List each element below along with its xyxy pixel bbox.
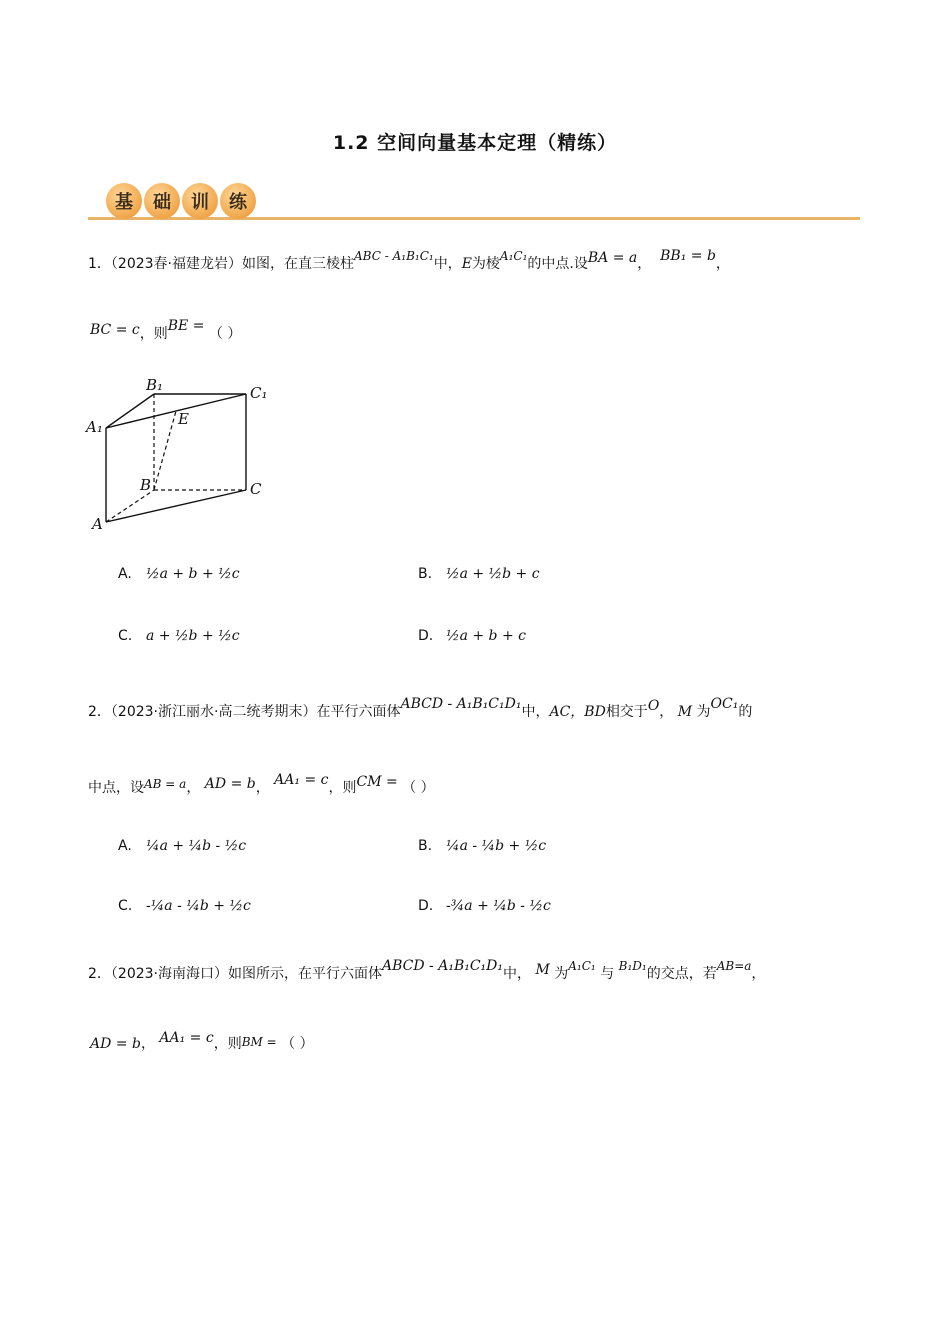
q2-line2: 中点，设AB = a， AD = b， AA₁ = c，则CM = （ ） (88, 772, 435, 796)
option-expr: ¼a + ¼b - ½c (146, 838, 247, 854)
q1-point-e: E (461, 256, 472, 272)
edge-a1b1 (106, 394, 154, 428)
option-label: A. (118, 838, 132, 854)
q2-point-o: O (647, 698, 660, 714)
option-label: A. (118, 566, 132, 582)
q2-vector-ab: AB = a (144, 777, 187, 791)
q1-vector-be: BE = (167, 318, 205, 334)
q1-option-d[interactable] (418, 628, 526, 644)
q2-text: 中， (521, 704, 550, 720)
q1-option-c[interactable] (118, 628, 240, 644)
option-label: D. (418, 628, 434, 644)
option-label: B. (418, 838, 433, 854)
q3-text: 的交点，若 (646, 966, 717, 982)
page-title: 1.2 空间向量基本定理（精练） (332, 132, 618, 154)
option-expr: ½a + ½b + c (446, 566, 540, 582)
q2-vector-cm: CM = (356, 774, 398, 790)
label-b1: B₁ (146, 376, 164, 394)
q3-point-m: M (535, 962, 550, 978)
q1-prism: ABC - A₁B₁C₁ (354, 249, 434, 263)
q2-option-c[interactable] (118, 898, 251, 914)
q3-line2: AD = b， AA₁ = c，则BM = （ ） (90, 1030, 314, 1052)
q2-text: 为 (696, 704, 711, 720)
banner-char-2: 础 (144, 183, 180, 219)
q2-text: ，则 (328, 780, 357, 796)
section-banner (88, 180, 860, 222)
q2-point-m: M (677, 704, 693, 720)
q3-source: （2023·海南海口）如图所示，在平行六面体 (110, 966, 382, 982)
q2-option-b[interactable] (418, 838, 546, 854)
label-a: A (92, 515, 103, 533)
q3-vector-aa1: AA₁ = c (159, 1030, 214, 1046)
banner-char-1: 基 (106, 183, 142, 219)
label-c1: C₁ (250, 384, 268, 402)
q1-option-b[interactable] (418, 566, 540, 582)
q2-segment-oc1: OC₁ (710, 696, 739, 712)
q2-vector-aa1: AA₁ = c (274, 772, 329, 788)
edge-a1c1 (106, 394, 246, 428)
q1-text: ，则 (139, 326, 168, 342)
q1-source: （2023春·福建龙岩）如图，在直三棱柱 (110, 256, 355, 272)
q3-text: 为 (554, 966, 569, 982)
q1-edge: A₁C₁ (499, 249, 528, 263)
q1-option-a[interactable] (118, 566, 240, 582)
q1-line1 (88, 248, 730, 274)
q1-text: 的中点.设 (527, 256, 588, 272)
option-expr: -¼a - ¼b + ½c (146, 898, 251, 914)
q3-vector-ab: AB=a (716, 959, 752, 973)
q1-line2 (90, 318, 242, 344)
q2-number: 2． (88, 704, 111, 720)
q3-answer-paren: （ ） (281, 1036, 314, 1052)
q1-vector-bc: BC = c (90, 322, 140, 338)
q2-source: （2023·浙江丽水·高二统考期末）在平行六面体 (110, 704, 401, 720)
q2-option-a[interactable] (118, 838, 246, 854)
q3-number: 2． (88, 966, 111, 982)
segment-be-hidden (154, 411, 176, 490)
option-label: C. (118, 628, 133, 644)
q1-comma: ， (715, 256, 730, 272)
q1-comma: ， (637, 256, 652, 272)
q3-solid: ABCD - A₁B₁C₁D₁ (382, 958, 504, 974)
label-c: C (250, 480, 262, 498)
option-label: B. (418, 566, 433, 582)
q2-text: 相交于 (605, 704, 648, 720)
edge-ac (106, 490, 246, 522)
label-a1: A₁ (86, 418, 103, 436)
q3-line1 (88, 958, 766, 984)
option-expr: ½a + b + ½c (146, 566, 240, 582)
q2-option-d[interactable] (418, 898, 551, 914)
option-expr: -¾a + ¼b - ½c (446, 898, 551, 914)
option-expr: ¼a - ¼b + ½c (446, 838, 547, 854)
prism-figure (84, 372, 284, 537)
label-e: E (178, 410, 189, 428)
q2-line1: 2．（2023·浙江丽水·高二统考期末）在平行六面体ABCD - A₁B₁C₁D₁中，AC，BD相交于O， M 为OC₁的 (88, 696, 753, 720)
q3-segment-a1c1: A₁C₁ (568, 959, 596, 973)
q1-vector-ba: BA = a (587, 250, 638, 266)
label-b: B (140, 476, 152, 494)
q3-text: 中， (503, 966, 532, 982)
q1-answer-paren: （ ） (208, 326, 242, 342)
q1-text: 中， (433, 256, 462, 272)
q1-text: 为棱 (471, 256, 500, 272)
q3-vector-ad: AD = b (90, 1036, 141, 1052)
banner-char-4: 练 (220, 183, 256, 219)
q2-answer-paren: （ ） (402, 780, 435, 796)
banner-char-3: 训 (182, 183, 218, 219)
q3-segment-b1d1: B₁D₁ (618, 959, 647, 973)
q2-solid: ABCD - A₁B₁C₁D₁ (400, 696, 522, 712)
q3-text: 与 (600, 966, 615, 982)
q2-text: 的 (738, 704, 753, 720)
q2-vector-ad: AD = b (204, 776, 256, 792)
q2-text: 中点，设 (88, 780, 144, 796)
q3-vector-bm: BM = (241, 1035, 277, 1049)
q1-vector-bb1: BB₁ = b (660, 248, 716, 264)
option-label: C. (118, 898, 133, 914)
q1-number: 1． (88, 256, 111, 272)
q3-text: ，则 (213, 1036, 242, 1052)
option-label: D. (418, 898, 434, 914)
option-expr: ½a + b + c (446, 628, 526, 644)
q2-diagonals: AC，BD (549, 704, 606, 720)
q3-comma: ， (751, 966, 766, 982)
option-expr: a + ½b + ½c (146, 628, 240, 644)
